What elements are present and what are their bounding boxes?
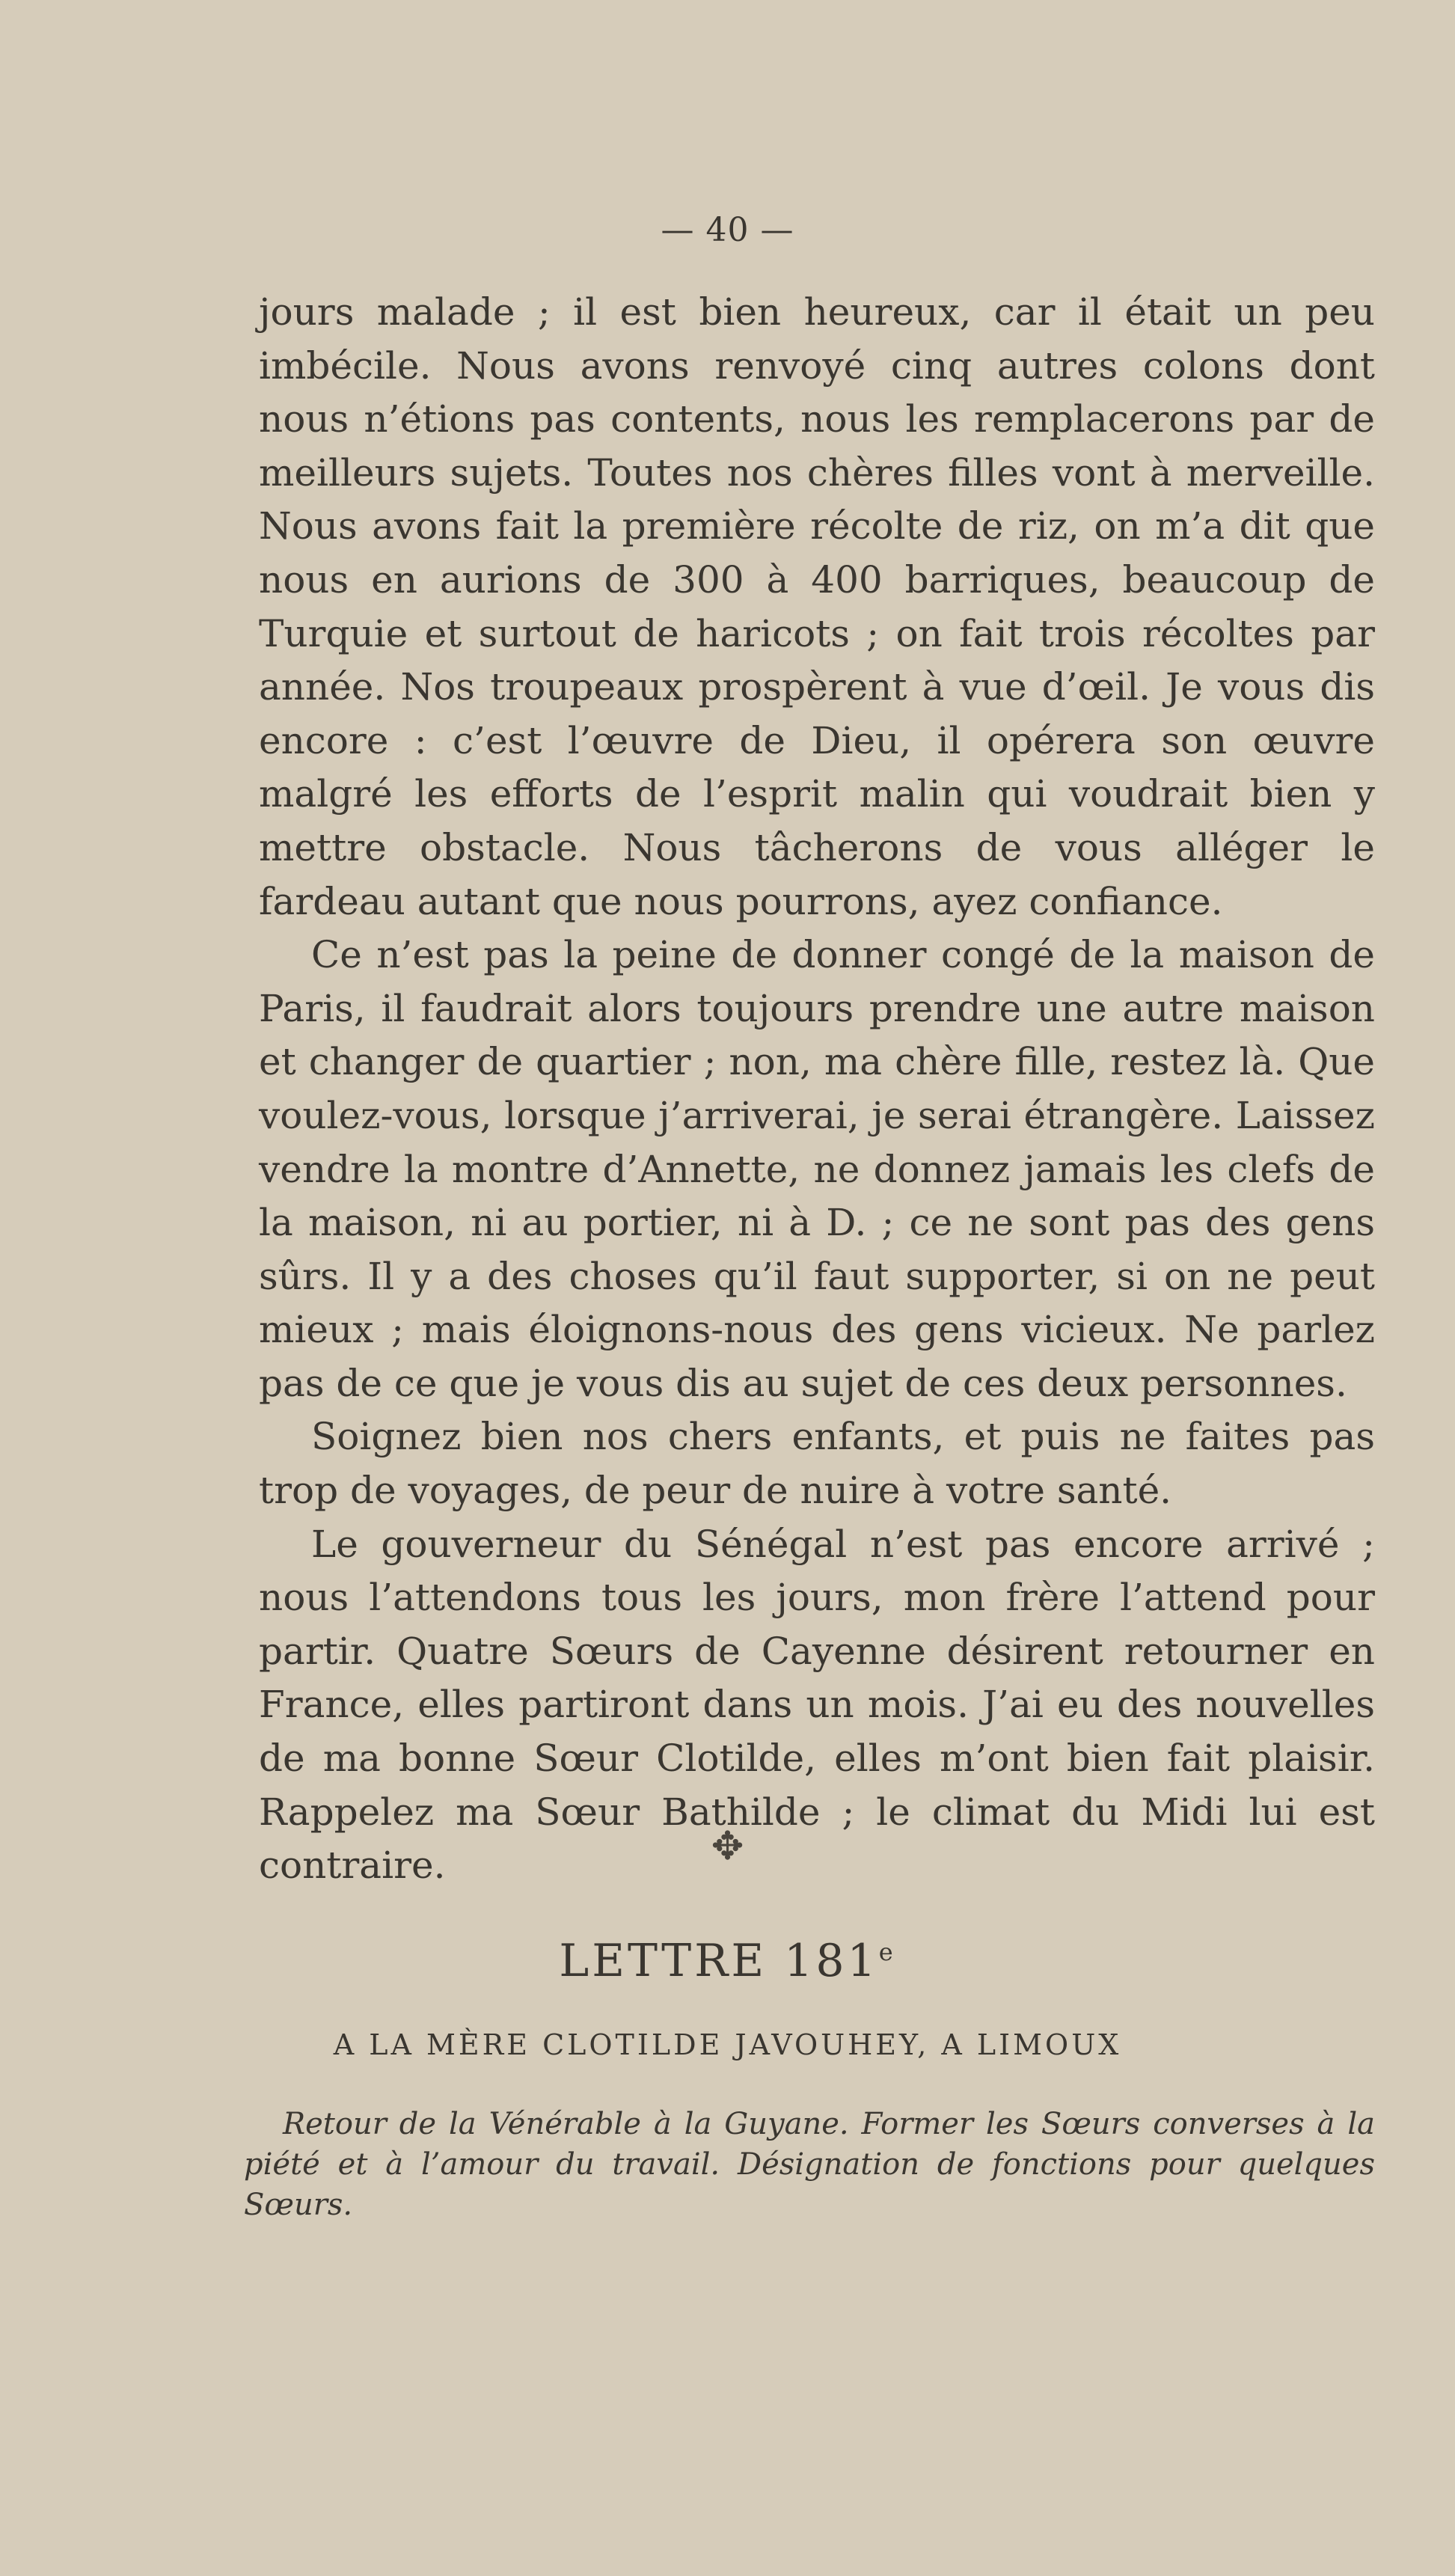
letter-title: LETTRE 181 — [559, 1935, 879, 1987]
paragraph: Ce n’est pas la peine de donner congé de la maison de Paris, il faudrait alors toujours prendre une autre maison et changer de quartier ; non, ma chère fille, restez là. Que voulez-vous, lorsque j’arriverai, je serai étrangère. Laissez vendre la montre d’Annette, ne donnez jamais les clefs de la maison, ni au portier, ni à D. ; ce ne sont pas des gens sûrs. Il y a des choses qu’il faut supporter, si on ne peut mieux ; mais éloignons-nous des gens vicieux. Ne parlez pas de ce que je vous dis au sujet de ces deux personnes. — [259, 933, 1375, 1405]
paragraph: Soignez bien nos chers enfants, et puis ne faites pas trop de voyages, de peur de nuire à votre santé. — [259, 1415, 1375, 1513]
letter-body — [259, 286, 1375, 1893]
ornament-divider-icon: ✥ — [711, 1824, 744, 1869]
paragraph: Le gouverneur du Sénégal n’est pas encore arrivé ; nous l’attendons tous les jours, mon frère l’attend pour partir. Quatre Sœurs de Cayenne désirent retourner en France, elles partiront dans un mois. J’ai eu des nouvelles de ma bonne Sœur Clotilde, elles m’ont bien fait plaisir. Rappelez ma Sœur Bathilde ; le climat du Midi lui est contraire. — [259, 1522, 1375, 1888]
letter-summary: Retour de la Vénérable à la Guyane. Former les Sœurs converses à la piété et à l’amour du travail. Désignation de fonctions pour quelques Sœurs. — [244, 2107, 1375, 2222]
paragraph-continued: jours malade ; il est bien heureux, car il était un peu imbécile. Nous avons renvoyé cinq autres colons dont nous n’étions pas contents, nous les remplacerons par de meilleurs sujets. Toutes nos chères filles vont à merveille. Nous avons fait la première récolte de riz, on m’a dit que nous en aurions de 300 à 400 barriques, beaucoup de Turquie et surtout de haricots ; on fait trois récoltes par année. Nos troupeaux prospèrent à vue d’œil. Je vous dis encore : c’est l’œuvre de Dieu, il opérera son œuvre malgré les efforts de l’esprit malin qui voudrait bien y mettre obstacle. Nous tâcherons de vous alléger le fardeau autant que nous pourrons, ayez confiance. — [259, 290, 1375, 923]
letter-heading — [0, 1935, 1455, 1987]
page-number: — 40 — — [661, 211, 794, 249]
letter-title-superscript: e — [878, 1938, 896, 1966]
letter-recipient: A LA MÈRE CLOTILDE JAVOUHEY, A LIMOUX — [333, 2028, 1122, 2061]
